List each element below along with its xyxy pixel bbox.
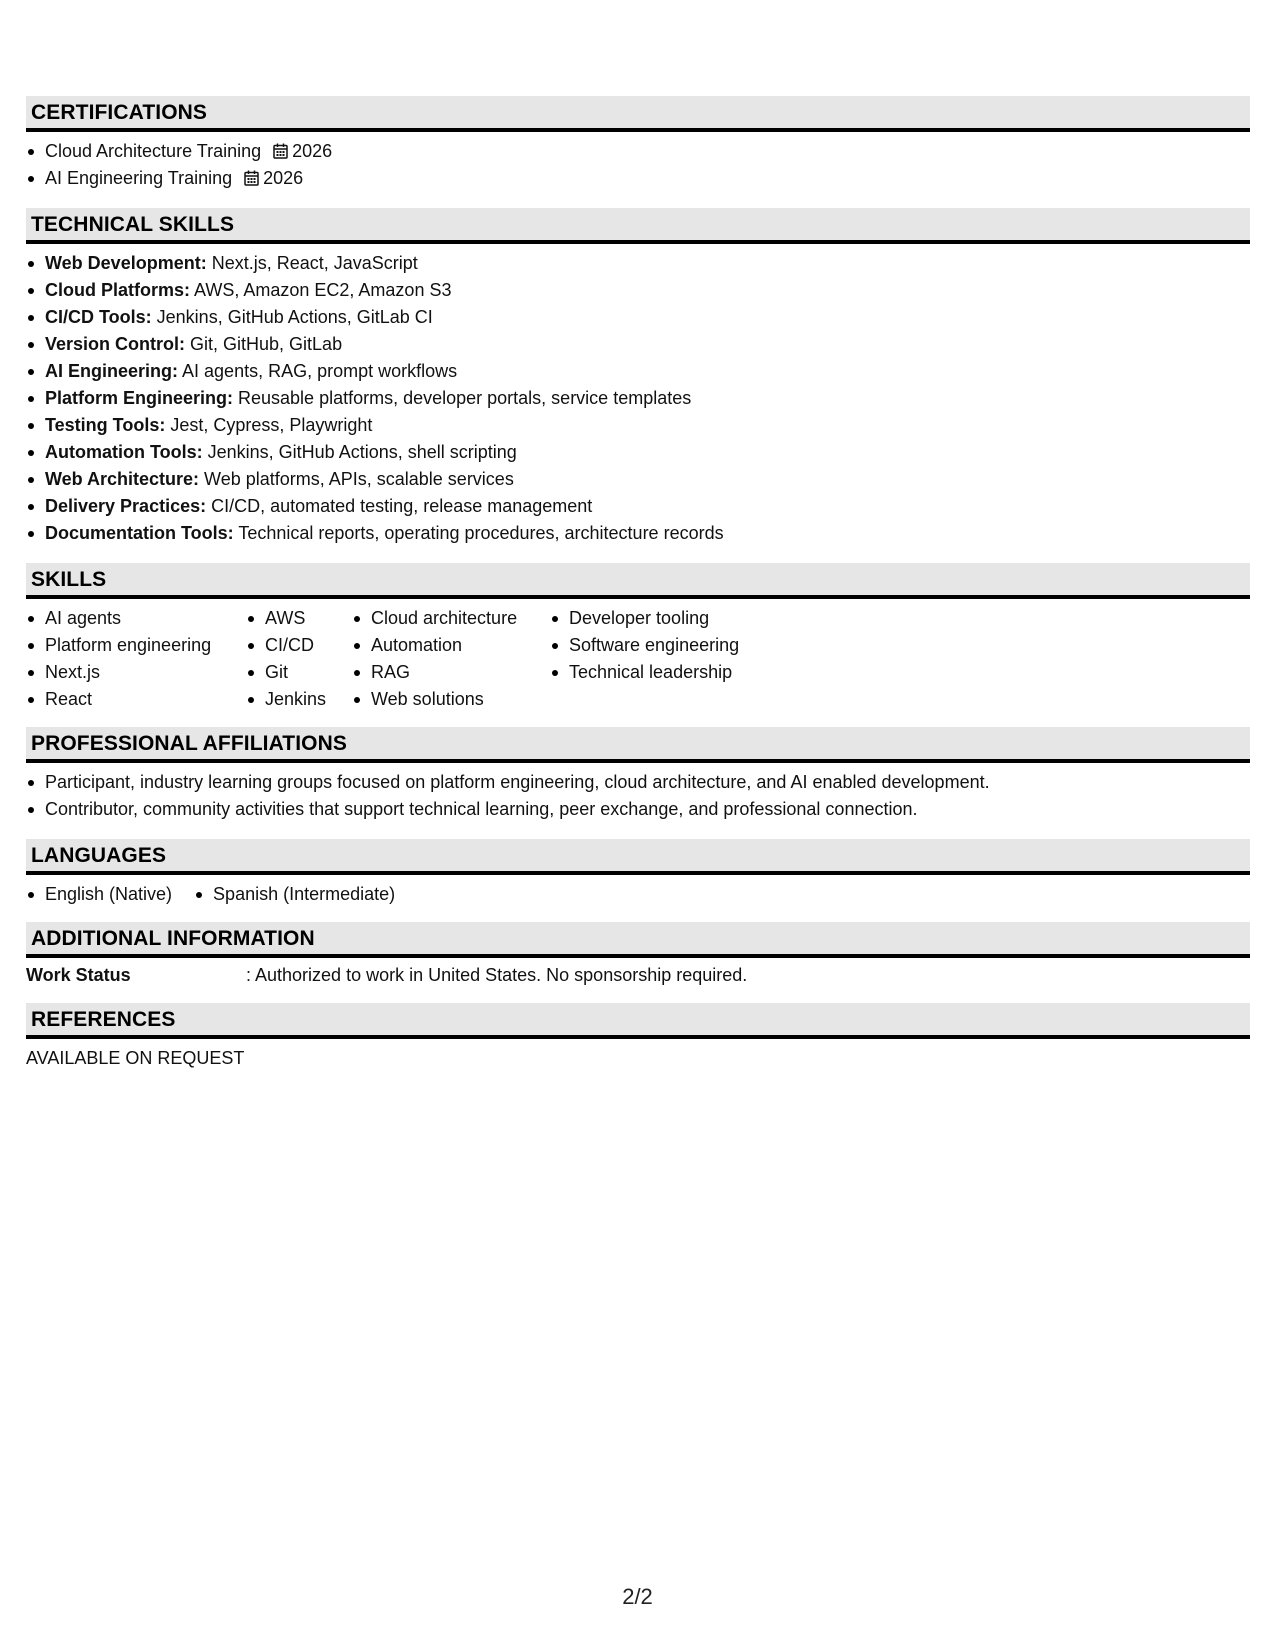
work-status-value: : Authorized to work in United States. No sponsorship required. <box>246 965 748 985</box>
page-number: 2/2 <box>622 1584 653 1609</box>
skill-category-label: Automation Tools: <box>45 442 203 462</box>
skill-category-label: CI/CD Tools: <box>45 307 152 327</box>
certification-year: 2026 <box>292 141 333 161</box>
list-item: RAG <box>352 659 528 686</box>
section-title: TECHNICAL SKILLS <box>31 212 235 236</box>
list-item: Platform engineering <box>26 632 222 659</box>
skill-category-label: AI Engineering: <box>45 361 179 381</box>
section-title: ADDITIONAL INFORMATION <box>31 926 315 950</box>
certification-name: Cloud Architecture Training <box>45 141 262 161</box>
list-item <box>26 250 1250 277</box>
list-item: Technical leadership <box>550 659 739 686</box>
list-item: AI agents <box>26 605 222 632</box>
certifications-list <box>26 138 1250 192</box>
skill-category-value: Web platforms, APIs, scalable services <box>199 469 514 489</box>
list-item: Git <box>246 659 330 686</box>
list-item <box>26 358 1250 385</box>
skill-category-value: Git, GitHub, GitLab <box>185 334 343 354</box>
skill-category-label: Platform Engineering: <box>45 388 234 408</box>
list-item: Next.js <box>26 659 222 686</box>
section-title: SKILLS <box>31 567 107 591</box>
references-header <box>26 1003 1250 1039</box>
resume-page <box>26 96 1250 1072</box>
affiliations-section <box>26 727 1250 823</box>
skill-category-value: AWS, Amazon EC2, Amazon S3 <box>190 280 452 300</box>
languages-list <box>26 881 1250 908</box>
skill-category-label: Documentation Tools: <box>45 523 234 543</box>
list-item <box>26 466 1250 493</box>
references-text: AVAILABLE ON REQUEST <box>26 1048 245 1068</box>
skill-category-value: Jenkins, GitHub Actions, shell scripting <box>202 442 517 462</box>
skills-section <box>26 563 1250 713</box>
skill-category-value: Next.js, React, JavaScript <box>206 253 418 273</box>
skills-column <box>26 605 222 713</box>
list-item <box>26 493 1250 520</box>
skill-category-value: Jest, Cypress, Playwright <box>165 415 373 435</box>
list-item: Participant, industry learning groups focused on platform engineering, cloud architecture, and AI enabled development. <box>26 769 1250 796</box>
skills-column <box>352 605 528 713</box>
technical-skills-header <box>26 208 1250 244</box>
skill-category-label: Web Architecture: <box>45 469 200 489</box>
languages-section <box>26 839 1250 908</box>
calendar-icon <box>244 170 259 186</box>
work-status-label: Work Status <box>26 965 131 985</box>
skills-header <box>26 563 1250 599</box>
skills-columns <box>26 599 1250 713</box>
list-item: Automation <box>352 632 528 659</box>
section-title: PROFESSIONAL AFFILIATIONS <box>31 731 347 755</box>
list-item <box>26 520 1250 547</box>
technical-skills-list <box>26 250 1250 547</box>
skill-category-label: Web Development: <box>45 253 207 273</box>
skills-column <box>246 605 330 713</box>
affiliations-list <box>26 769 1250 823</box>
list-item: English (Native) <box>26 881 172 908</box>
list-item <box>26 412 1250 439</box>
skill-category-label: Testing Tools: <box>45 415 166 435</box>
list-item <box>26 439 1250 466</box>
skill-category-label: Cloud Platforms: <box>45 280 191 300</box>
section-title: CERTIFICATIONS <box>31 100 208 124</box>
list-item: Jenkins <box>246 686 330 713</box>
list-item: AWS <box>246 605 330 632</box>
section-title: REFERENCES <box>31 1007 176 1031</box>
calendar-icon <box>273 143 288 159</box>
list-item <box>26 385 1250 412</box>
skill-category-value: Reusable platforms, developer portals, service templates <box>233 388 692 408</box>
additional-info-header <box>26 922 1250 958</box>
list-item: CI/CD <box>246 632 330 659</box>
list-item <box>26 277 1250 304</box>
list-item: Spanish (Intermediate) <box>194 881 395 908</box>
certification-name: AI Engineering Training <box>45 168 233 188</box>
additional-info-section <box>26 922 1250 989</box>
list-item <box>26 304 1250 331</box>
skill-category-value: Technical reports, operating procedures, architecture records <box>233 523 724 543</box>
list-item: Cloud architecture <box>352 605 528 632</box>
list-item: Web solutions <box>352 686 528 713</box>
list-item: Contributor, community activities that support technical learning, peer exchange, and professional connection. <box>26 796 1250 823</box>
skill-category-value: Jenkins, GitHub Actions, GitLab CI <box>151 307 433 327</box>
section-title: LANGUAGES <box>31 843 167 867</box>
list-item <box>26 165 1250 192</box>
certifications-header <box>26 96 1250 132</box>
skill-category-label: Delivery Practices: <box>45 496 207 516</box>
skills-column <box>550 605 739 713</box>
references-section <box>26 1003 1250 1072</box>
list-item <box>26 331 1250 358</box>
certifications-section <box>26 96 1250 192</box>
skill-category-value: CI/CD, automated testing, release management <box>206 496 593 516</box>
list-item: Software engineering <box>550 632 739 659</box>
skill-category-label: Version Control: <box>45 334 186 354</box>
list-item <box>26 138 1250 165</box>
technical-skills-section <box>26 208 1250 547</box>
affiliations-header <box>26 727 1250 763</box>
skill-category-value: AI agents, RAG, prompt workflows <box>178 361 458 381</box>
languages-header <box>26 839 1250 875</box>
list-item: Developer tooling <box>550 605 739 632</box>
list-item: React <box>26 686 222 713</box>
work-status-row <box>26 958 1250 989</box>
certification-year: 2026 <box>263 168 304 188</box>
